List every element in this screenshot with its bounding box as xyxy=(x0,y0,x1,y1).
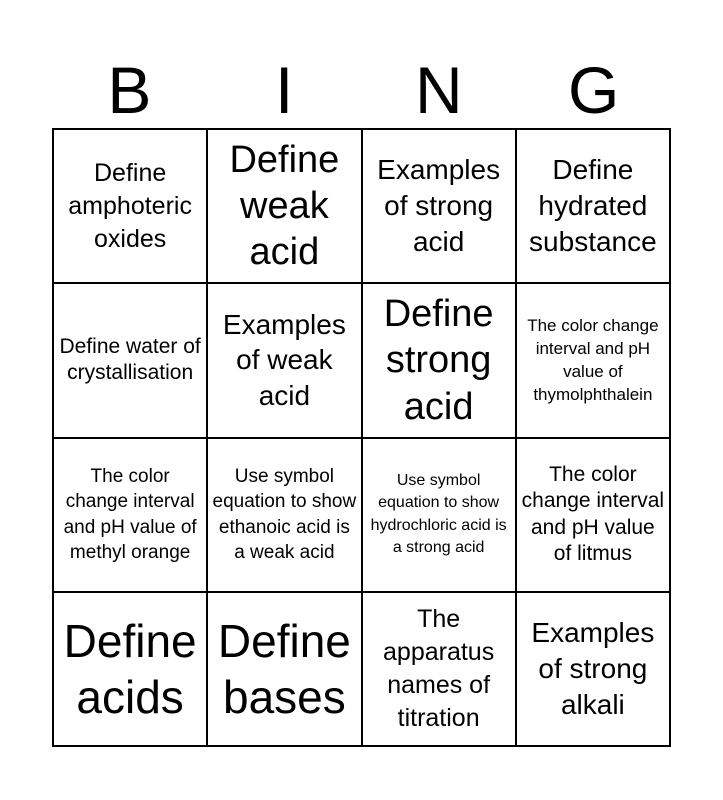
cell-text: Define strong acid xyxy=(383,292,494,428)
cell-text: Examples of strong acid xyxy=(377,154,501,258)
cell-text: Define hydrated substance xyxy=(529,154,657,258)
cell-text: Examples of strong alkali xyxy=(531,617,655,720)
cell-text: The color change interval and pH value of litmus xyxy=(521,463,665,565)
header-letter-b: B xyxy=(107,53,152,127)
cell-text: Define amphoteric oxides xyxy=(68,158,192,253)
header-letter-i: I xyxy=(274,53,294,127)
bingo-cell-r3c1[interactable] xyxy=(54,439,208,593)
cell-text: Use symbol equation to show hydrochloric acid is a strong acid xyxy=(370,471,507,557)
header-letter-g: G xyxy=(567,53,620,127)
bingo-grid xyxy=(52,128,671,747)
bingo-cell-r4c3[interactable] xyxy=(363,593,517,747)
bingo-cell-r3c3[interactable] xyxy=(363,439,517,593)
cell-text: Define bases xyxy=(217,614,351,723)
header-letter-n: N xyxy=(415,53,463,127)
cell-text: Examples of weak acid xyxy=(222,308,346,412)
bingo-cell-r2c4[interactable] xyxy=(517,284,671,438)
cell-text: Define weak acid xyxy=(229,138,340,274)
bingo-cell-r1c2[interactable] xyxy=(208,130,362,284)
bingo-cell-r2c3[interactable] xyxy=(363,284,517,438)
cell-text: The color change interval and pH value of methyl orange xyxy=(63,466,197,563)
bingo-header xyxy=(52,52,671,128)
bingo-cell-r2c2[interactable] xyxy=(208,284,362,438)
cell-text: Define water of crystallisation xyxy=(59,335,201,385)
cell-text: Define acids xyxy=(63,614,197,723)
cell-text: The color change interval and pH value of thymolphthalein xyxy=(527,316,659,405)
cell-text: The apparatus names of titration xyxy=(383,604,495,732)
bingo-cell-r1c3[interactable] xyxy=(363,130,517,284)
bingo-cell-r3c2[interactable] xyxy=(208,439,362,593)
bingo-cell-r1c1[interactable] xyxy=(54,130,208,284)
bingo-cell-r4c2[interactable] xyxy=(208,593,362,747)
cell-text: Use symbol equation to show ethanoic acid is a weak acid xyxy=(212,466,357,563)
bingo-cell-r4c4[interactable] xyxy=(517,593,671,747)
bingo-cell-r4c1[interactable] xyxy=(54,593,208,747)
bingo-cell-r2c1[interactable] xyxy=(54,284,208,438)
bingo-cell-r3c4[interactable] xyxy=(517,439,671,593)
bingo-cell-r1c4[interactable] xyxy=(517,130,671,284)
